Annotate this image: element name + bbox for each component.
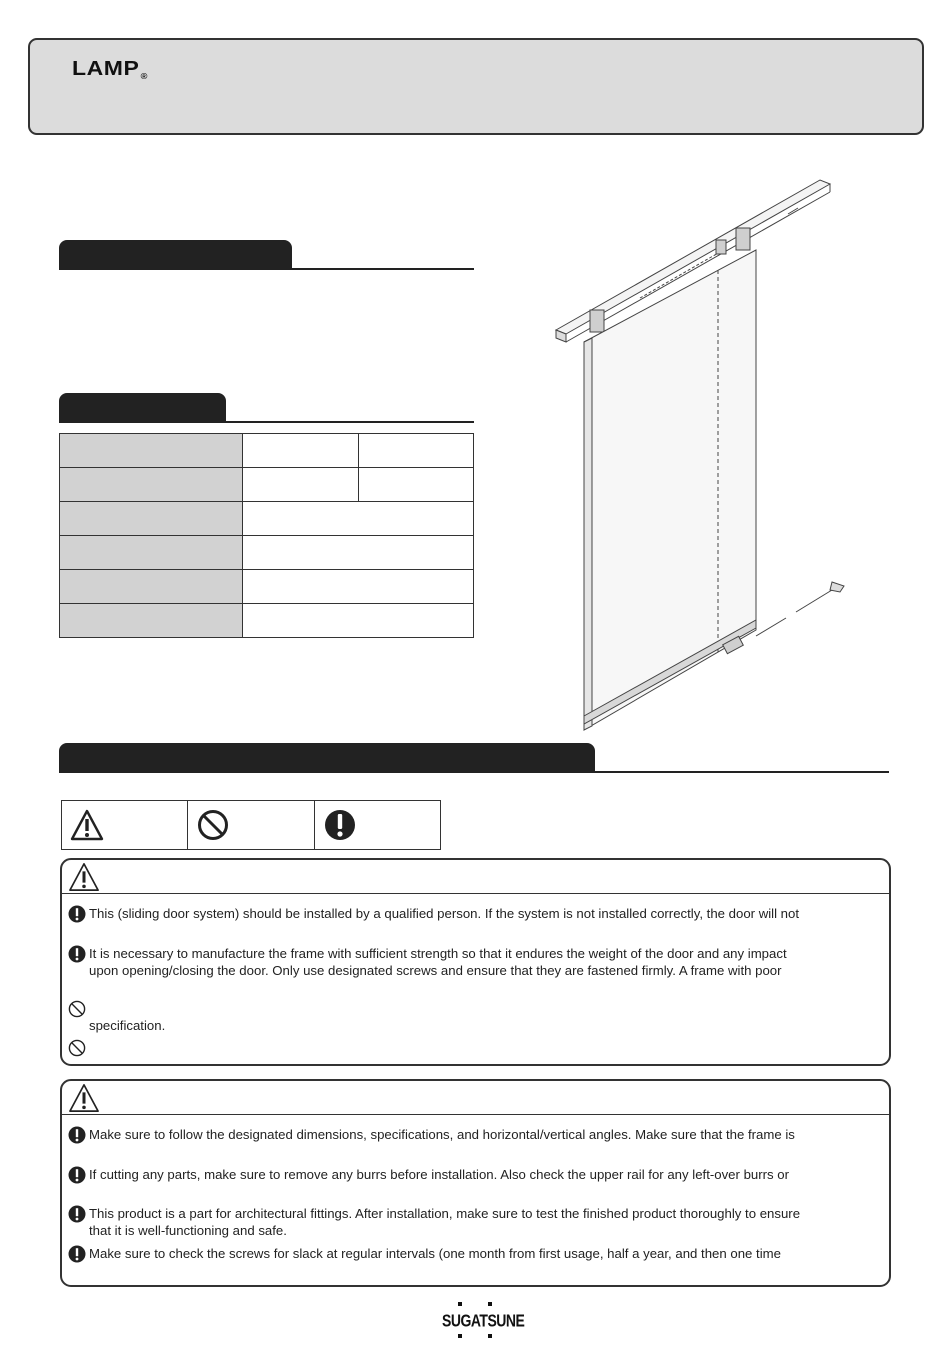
- table-label-cell: [60, 468, 243, 502]
- warning-box: [60, 858, 891, 1066]
- table-label-cell: [60, 502, 243, 536]
- table-label-cell: [60, 570, 243, 604]
- legend-cell-mandatory: [315, 801, 440, 849]
- mandatory-action-icon: [68, 905, 86, 923]
- mandatory-action-icon: [68, 1126, 86, 1144]
- sliding-door-illustration: [540, 170, 860, 740]
- prohibited-icon: [68, 1000, 86, 1018]
- table-value-cell: [243, 604, 474, 638]
- warning-item: [68, 905, 883, 922]
- warning-item: [68, 945, 883, 979]
- logo-dot: [458, 1302, 462, 1306]
- symbol-legend: [61, 800, 441, 850]
- mandatory-action-icon: [68, 945, 86, 963]
- registered-mark: ®: [140, 72, 148, 81]
- warning-item: [68, 1000, 883, 1034]
- caution-item: [68, 1245, 883, 1262]
- prohibited-icon: [196, 808, 230, 842]
- caution-item-text: If cutting any parts, make sure to remove any burrs before installation. Also check the upper rail for any left-over burrs or: [89, 1167, 789, 1182]
- caution-item-text: Make sure to check the screws for slack at regular intervals (one month from first usage, half a year, and then one time: [89, 1246, 781, 1261]
- table-row: [60, 434, 474, 468]
- section-rule-specifications: [59, 421, 474, 423]
- warning-triangle-icon: [68, 1083, 100, 1113]
- table-value-cell: [243, 536, 474, 570]
- caution-item-text: This product is a part for architectural fittings. After installation, make sure to test the finished product thoroughly to ensure: [89, 1206, 801, 1221]
- table-value-cell: [358, 468, 474, 502]
- table-row: [60, 536, 474, 570]
- mandatory-action-icon: [323, 808, 357, 842]
- warning-triangle-icon: [68, 862, 100, 892]
- caution-item-text: Make sure to follow the designated dimensions, specifications, and horizontal/vertical angles. Make sure that the frame is: [89, 1127, 795, 1142]
- warning-item-text-continued: upon opening/closing the door. Only use designated screws and ensure that they are fastened firmly. A frame with poor: [89, 963, 782, 978]
- section-rule-safety: [59, 771, 889, 773]
- warning-item-text-continued: specification.: [89, 1018, 166, 1033]
- section-tab-specifications: [59, 393, 226, 423]
- table-row: [60, 570, 474, 604]
- logo-dot: [488, 1302, 492, 1306]
- table-value-cell: [358, 434, 474, 468]
- footer-brand-logo: [442, 1300, 525, 1340]
- table-row: [60, 604, 474, 638]
- table-value-cell: [243, 502, 474, 536]
- header-banner: [28, 38, 924, 135]
- table-row: [60, 468, 474, 502]
- section-tab-features: [59, 240, 292, 270]
- caution-item: [68, 1166, 883, 1183]
- mandatory-action-icon: [68, 1166, 86, 1184]
- footer-brand-name: SUGATSUNE: [442, 1310, 525, 1330]
- caution-item-text-continued: that it is well-functioning and safe.: [89, 1223, 287, 1238]
- warning-item-text: It is necessary to manufacture the frame with sufficient strength so that it endures the weight of the door and any impact: [89, 946, 787, 961]
- brand-logo: [72, 58, 148, 81]
- brand-name: LAMP: [72, 58, 140, 80]
- mandatory-action-icon: [68, 1205, 86, 1223]
- section-tab-safety: [59, 743, 595, 773]
- logo-dot: [488, 1334, 492, 1338]
- caution-box-header: [62, 1081, 889, 1115]
- logo-dot: [458, 1334, 462, 1338]
- table-value-cell: [243, 468, 359, 502]
- legend-cell-prohibited: [188, 801, 314, 849]
- mandatory-action-icon: [68, 1245, 86, 1263]
- caution-item: [68, 1126, 883, 1143]
- caution-box: [60, 1079, 891, 1287]
- table-row: [60, 502, 474, 536]
- table-label-cell: [60, 604, 243, 638]
- table-value-cell: [243, 570, 474, 604]
- warning-box-header: [62, 860, 889, 894]
- section-rule-features: [59, 268, 474, 270]
- table-value-cell: [243, 434, 359, 468]
- table-label-cell: [60, 434, 243, 468]
- warning-triangle-icon: [70, 808, 104, 842]
- caution-item: [68, 1205, 883, 1239]
- prohibited-icon: [68, 1039, 86, 1057]
- legend-cell-warning: [62, 801, 188, 849]
- table-label-cell: [60, 536, 243, 570]
- warning-item-text: This (sliding door system) should be installed by a qualified person. If the system is not installed correctly, the door will not: [89, 906, 800, 921]
- specification-table: [59, 433, 474, 638]
